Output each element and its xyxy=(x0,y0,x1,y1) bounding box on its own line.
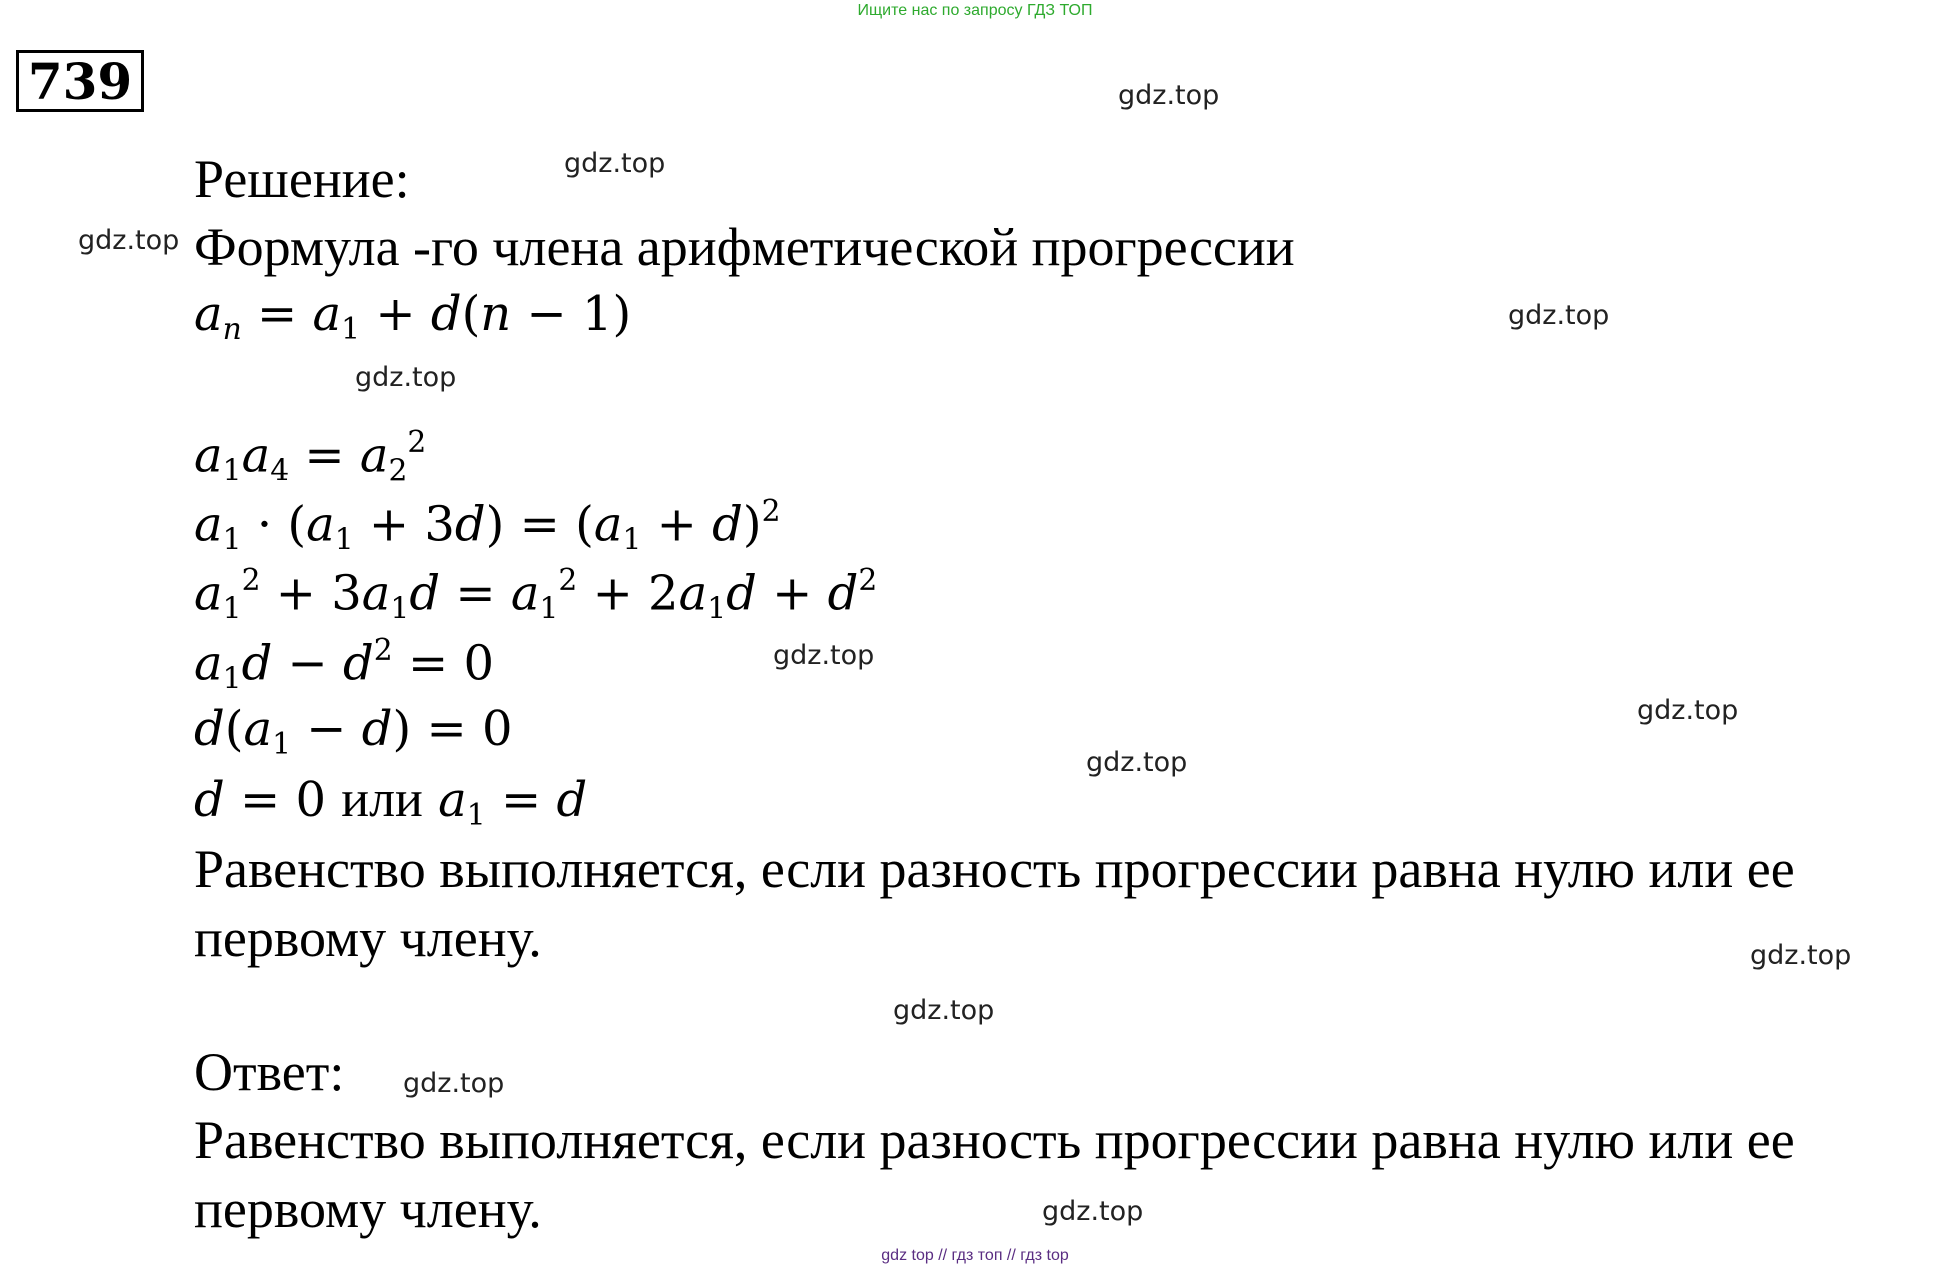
watermark: gdz.top xyxy=(355,362,457,393)
equation-step-5: $d(a_1 - d) = 0$ xyxy=(194,701,513,762)
watermark: gdz.top xyxy=(1118,80,1220,111)
equation-step-3: $a_1^2 + 3a_1d = a_1^2 + 2a_1d + d^2$ xyxy=(194,563,878,627)
solution-label: Решение: xyxy=(194,149,410,209)
equation-step-6: d = 0 или $a_1 = d$ xyxy=(194,771,588,833)
watermark: gdz.top xyxy=(1508,300,1610,331)
equation-step-4: $a_1d - d^2 = 0$ xyxy=(194,633,494,697)
watermark: gdz.top xyxy=(773,640,875,671)
watermark: gdz.top xyxy=(1750,940,1852,971)
answer-line-2: первому члену. xyxy=(194,1179,542,1239)
or-word: или xyxy=(341,771,423,828)
formula-text: Формула -го члена арифметической прогрессии xyxy=(194,217,1295,277)
watermark: gdz.top xyxy=(1637,695,1739,726)
answer-label: Ответ: xyxy=(194,1042,345,1102)
watermark: gdz.top xyxy=(403,1068,505,1099)
watermark: gdz.top xyxy=(893,995,995,1026)
conclusion-line-1: Равенство выполняется, если разность прогрессии равна нулю или ее xyxy=(194,839,1795,899)
watermark: gdz.top xyxy=(1042,1196,1144,1227)
watermark: gdz.top xyxy=(1086,747,1188,778)
watermark: gdz.top xyxy=(564,148,666,179)
formula-nth-term: $a_n = a_1 + d(n - 1)$ xyxy=(194,286,632,347)
answer-line-1: Равенство выполняется, если разность прогрессии равна нулю или ее xyxy=(194,1110,1795,1170)
equation-step-1: $a_1a_4 = a_2^2$ xyxy=(194,425,427,489)
watermark: gdz.top xyxy=(78,225,180,256)
task-number: 739 xyxy=(16,50,144,112)
equation-step-2: $a_1 \cdot (a_1 + 3d) = (a_1 + d)^2$ xyxy=(194,494,781,558)
footer-links: gdz top // гдз топ // гдз top xyxy=(881,1247,1069,1264)
conclusion-line-2: первому члену. xyxy=(194,908,542,968)
top-banner: Ищите нас по запросу ГДЗ ТОП xyxy=(857,2,1093,19)
